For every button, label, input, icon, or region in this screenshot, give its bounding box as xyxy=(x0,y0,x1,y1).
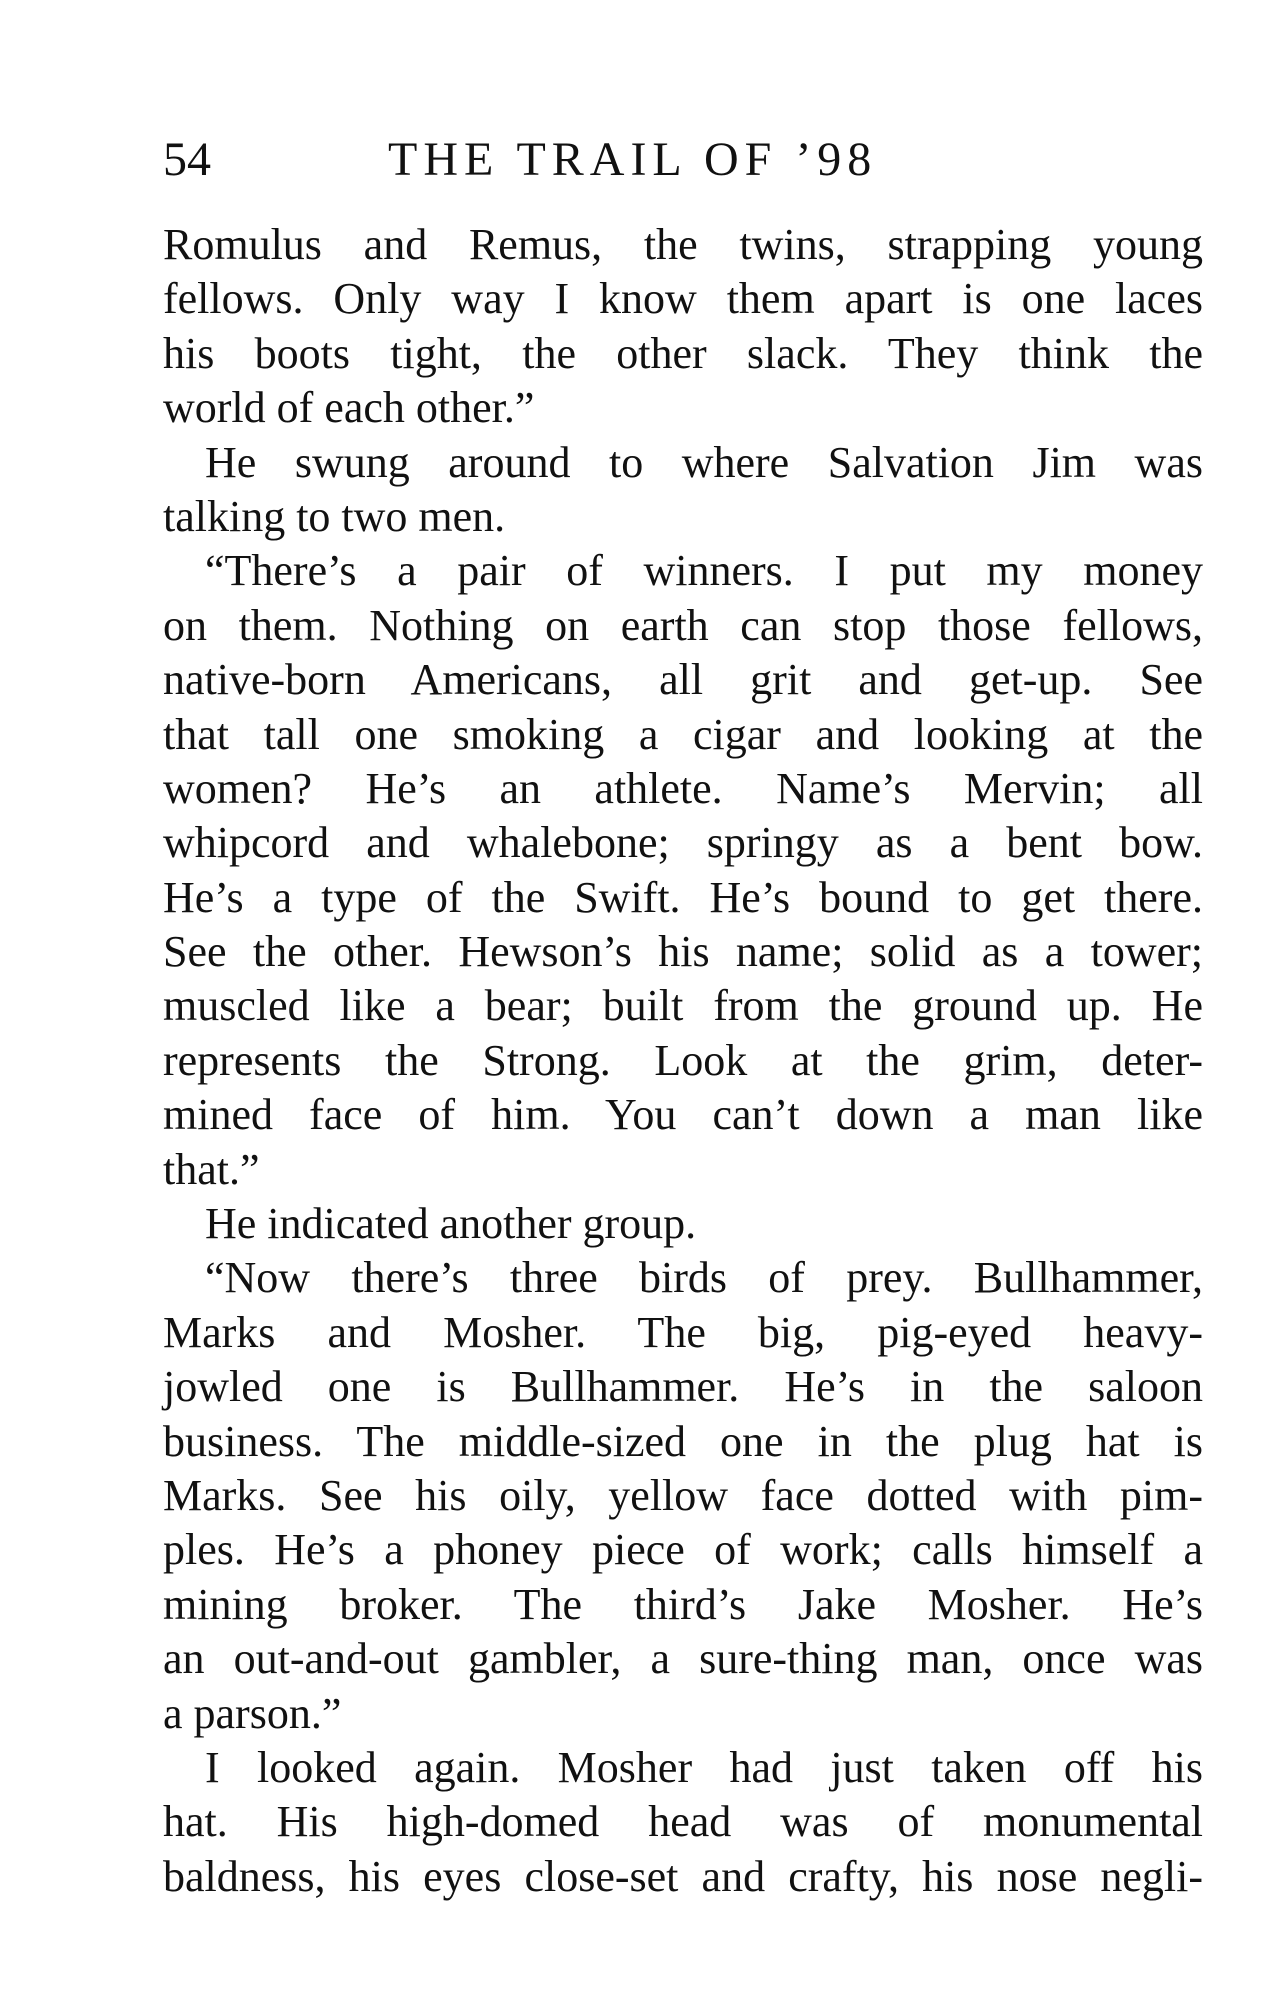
text-line: an out-and-out gambler, a sure-thing man, once was xyxy=(163,1634,1203,1684)
text-line: ples. He’s a phoney piece of work; calls himself a xyxy=(163,1525,1203,1575)
text-line: “There’s a pair of winners. I put my money xyxy=(205,546,1203,596)
text-line: world of each other.” xyxy=(163,383,535,433)
text-line: talking to two men. xyxy=(163,491,506,541)
text-line: mining broker. The third’s Jake Mosher. He’s xyxy=(163,1579,1203,1629)
text-line: Marks. See his oily, yellow face dotted with pim- xyxy=(163,1470,1203,1520)
text-line: a parson.” xyxy=(163,1688,342,1738)
text-line: that tall one smoking a cigar and looking at the xyxy=(163,709,1203,759)
page-number: 54 xyxy=(163,133,211,186)
text-line: hat. His high-domed head was of monumental xyxy=(163,1797,1203,1847)
text-line: fellows. Only way I know them apart is one laces xyxy=(163,274,1203,324)
text-line: He indicated another group. xyxy=(205,1199,697,1249)
text-line: “Now there’s three birds of prey. Bullhammer, xyxy=(205,1253,1203,1303)
text-line: He’s a type of the Swift. He’s bound to get there. xyxy=(163,872,1203,922)
text-line: business. The middle-sized one in the plug hat is xyxy=(163,1416,1203,1466)
text-line: represents the Strong. Look at the grim, deter- xyxy=(163,1035,1203,1085)
text-line: Marks and Mosher. The big, pig-eyed heavy- xyxy=(163,1307,1203,1357)
text-line: He swung around to where Salvation Jim was xyxy=(205,437,1203,487)
text-line: that.” xyxy=(163,1144,260,1194)
text-line: his boots tight, the other slack. They think the xyxy=(163,328,1203,378)
page-header xyxy=(163,122,1203,202)
text-line: on them. Nothing on earth can stop those fellows, xyxy=(163,600,1203,650)
text-line: mined face of him. You can’t down a man like xyxy=(163,1090,1203,1140)
text-line: I looked again. Mosher had just taken off his xyxy=(205,1742,1203,1792)
text-line: muscled like a bear; built from the ground up. He xyxy=(163,981,1203,1031)
text-line: baldness, his eyes close-set and crafty, his nose negli- xyxy=(163,1851,1203,1901)
text-line: native-born Americans, all grit and get-up. See xyxy=(163,655,1203,705)
text-line: whipcord and whalebone; springy as a bent bow. xyxy=(163,818,1203,868)
text-line: jowled one is Bullhammer. He’s in the saloon xyxy=(163,1362,1203,1412)
text-line: Romulus and Remus, the twins, strapping young xyxy=(163,220,1203,269)
text-line: women? He’s an athlete. Name’s Mervin; all xyxy=(163,763,1203,813)
running-title: THE TRAIL OF ’98 xyxy=(388,133,878,186)
body-text xyxy=(163,218,1203,1904)
text-line: See the other. Hewson’s his name; solid as a tower; xyxy=(163,927,1203,977)
